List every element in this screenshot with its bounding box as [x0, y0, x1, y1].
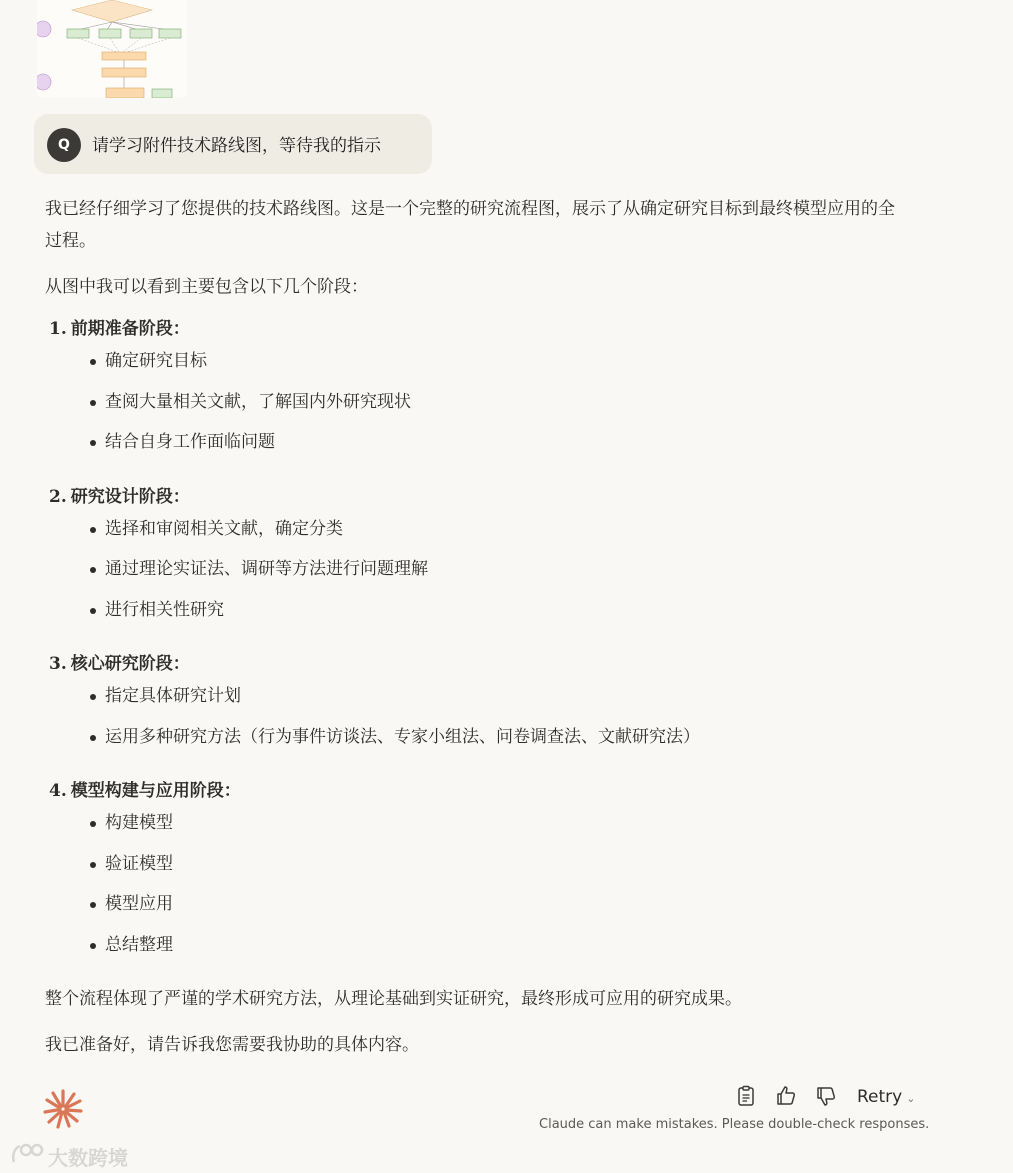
stage-items	[45, 345, 905, 467]
list-item: 结合自身工作面临问题	[45, 426, 905, 467]
response-closing: 我已准备好，请告诉我您需要我协助的具体内容。	[45, 1035, 419, 1055]
flowchart-thumbnail-image	[37, 0, 187, 98]
stage-title-text: 模型构建与应用阶段：	[70, 781, 241, 801]
list-item: 指定具体研究计划	[45, 680, 905, 721]
copy-icon[interactable]	[734, 1084, 758, 1108]
stage-number: 4.	[49, 781, 67, 801]
stage-title-text: 研究设计阶段：	[70, 486, 190, 507]
user-message-bubble	[34, 114, 432, 174]
response-summary: 整个流程体现了严谨的学术研究方法，从理论基础到实证研究，最终形成可应用的研究成果。	[45, 989, 742, 1009]
stage-section	[45, 313, 905, 467]
stage-title-text: 核心研究阶段：	[70, 654, 190, 674]
list-item: 验证模型	[45, 848, 905, 889]
disclaimer-text: Claude can make mistakes. Please double-check responses.	[539, 1117, 930, 1132]
watermark-logo-icon	[10, 1140, 46, 1168]
stage-title	[49, 648, 905, 680]
user-avatar: Q	[47, 128, 81, 162]
assistant-response	[45, 193, 905, 1075]
stage-items	[45, 680, 905, 761]
stage-section	[45, 648, 905, 761]
chevron-down-icon: ⌄	[906, 1092, 916, 1105]
response-intro: 我已经仔细学习了您提供的技术路线图。这是一个完整的研究流程图，展示了从确定研究目标到最终模型应用的全过程。	[45, 199, 895, 251]
stage-title-text: 前期准备阶段：	[70, 319, 190, 339]
attachment-thumbnail[interactable]	[37, 0, 187, 98]
retry-button[interactable]	[857, 1084, 915, 1110]
stage-title	[49, 481, 905, 513]
response-lead: 从图中我可以看到主要包含以下几个阶段：	[45, 277, 368, 297]
list-item: 通过理论实证法、调研等方法进行问题理解	[45, 553, 905, 594]
claude-logo-icon	[42, 1088, 84, 1130]
retry-label: Retry	[857, 1087, 903, 1107]
list-item: 选择和审阅相关文献，确定分类	[45, 513, 905, 554]
stage-number: 3.	[49, 654, 67, 674]
stage-section	[45, 775, 905, 969]
thumbs-down-icon[interactable]	[814, 1084, 838, 1108]
stage-section	[45, 481, 905, 635]
list-item: 查阅大量相关文献，了解国内外研究现状	[45, 386, 905, 427]
stage-items	[45, 513, 905, 635]
watermark-text: 大数跨境	[48, 1146, 128, 1170]
stage-title	[49, 775, 905, 807]
list-item: 构建模型	[45, 807, 905, 848]
list-item: 进行相关性研究	[45, 594, 905, 635]
stage-number: 2.	[49, 486, 67, 507]
user-message-text: 请学习附件技术路线图，等待我的指示	[92, 136, 381, 156]
stage-items	[45, 807, 905, 969]
list-item: 运用多种研究方法（行为事件访谈法、专家小组法、问卷调查法、文献研究法）	[45, 721, 905, 762]
list-item: 模型应用	[45, 888, 905, 929]
stage-title	[49, 313, 905, 345]
list-item: 总结整理	[45, 929, 905, 970]
stage-number: 1.	[49, 319, 67, 339]
list-item: 确定研究目标	[45, 345, 905, 386]
thumbs-up-icon[interactable]	[774, 1084, 798, 1108]
